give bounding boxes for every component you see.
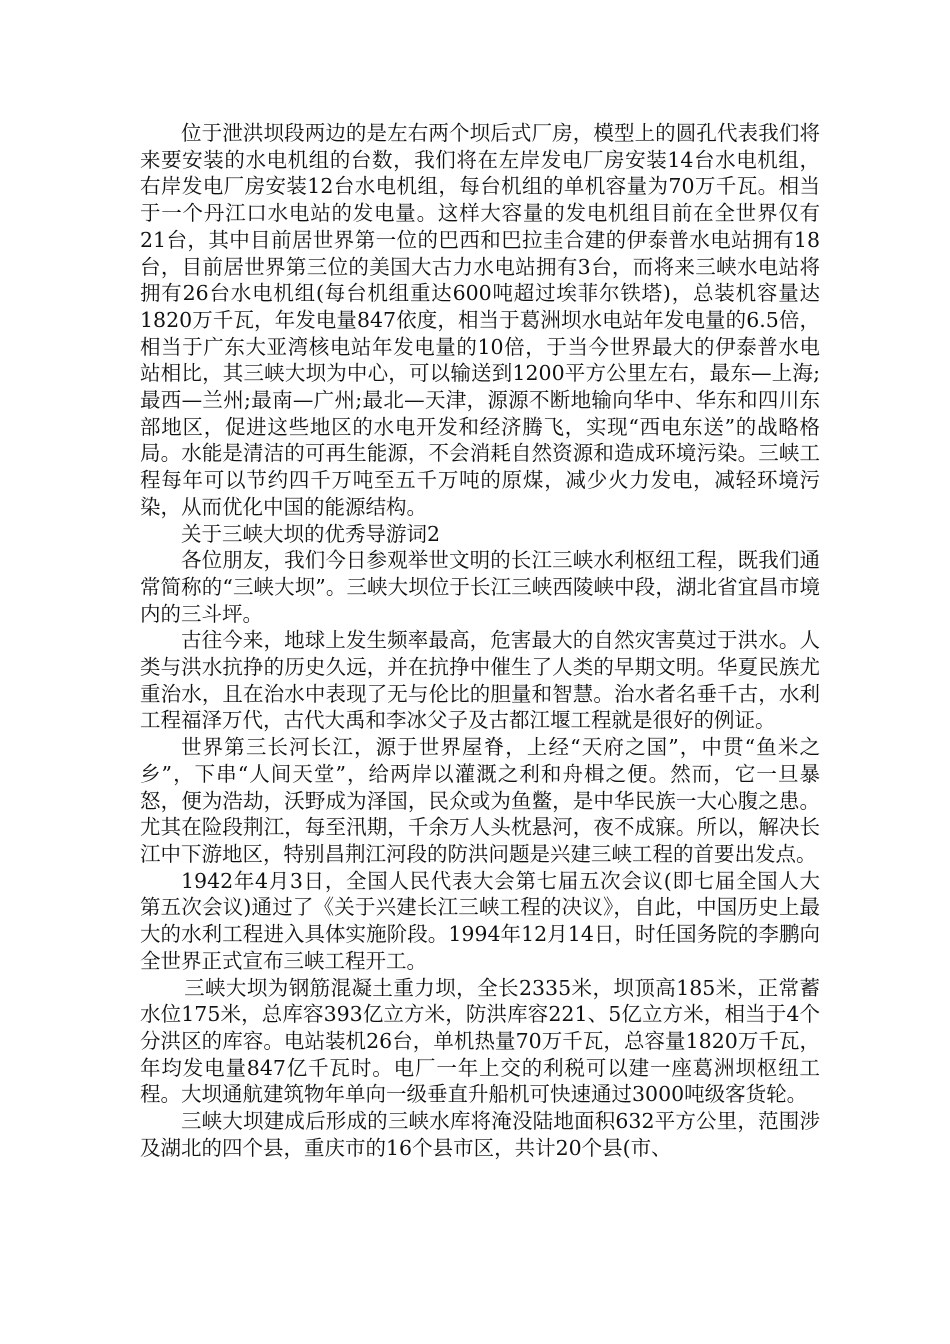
document-page (140, 120, 820, 1161)
body-paragraph: 三峡大坝为钢筋混凝土重力坝，全长2335米，坝顶高185米，正常蓄水位175米，总库容393亿立方米，防洪库容221、5亿立方米，相当于4个分洪区的库容。电站装机26台，单机热量70万千瓦，总容量1820万千瓦，年均发电量847亿千瓦时。电厂一年上交的利税可以建一座葛洲坝枢纽工程。大坝通航建筑物年单向一级垂直升船机可快速通过3000吨级客货轮。 (140, 975, 820, 1107)
section-heading: 关于三峡大坝的优秀导游词2 (181, 521, 441, 546)
body-paragraph: 三峡大坝建成后形成的三峡水库将淹没陆地面积632平方公里，范围涉及湖北的四个县，重庆市的16个县市区，共计20个县(市、 (140, 1109, 820, 1160)
body-paragraph: 位于泄洪坝段两边的是左右两个坝后式厂房，模型上的圆孔代表我们将来要安装的水电机组的台数，我们将在左岸发电厂房安装14台水电机组，右岸发电厂房安装12台水电机组，每台机组的单机容量为70万千瓦。相当于一个丹江口水电站的发电量。这样大容量的发电机组目前在全世界仅有21台，其中目前居世界第一位的巴西和巴拉圭合建的伊泰普水电站拥有18台，目前居世界第三位的美国大古力水电站拥有3台，而将来三峡水电站将拥有26台水电机组(每台机组重达600吨超过埃菲尔铁塔)，总装机容量达1820万千瓦，年发电量847依度，相当于葛洲坝水电站年发电量的6.5倍，相当于广东大亚湾核电站年发电量的10倍，于当今世界最大的伊泰普水电站相比，其三峡大坝为中心，可以输送到1200平方公里左右，最东—上海;最西—兰州;最南—广州;最北—天津，源源不断地输向华中、华东和四川东部地区，促进这些地区的水电开发和经济腾飞，实现“西电东送”的战略格局。水能是清洁的可再生能源，不会消耗自然资源和造成环境污染。三峡工程每年可以节约四千万吨至五千万吨的原煤，减少火力发电，减轻环境污染，从而优化中国的能源结构。 (140, 121, 820, 519)
body-paragraph: 古往今来，地球上发生频率最高，危害最大的自然灾害莫过于洪水。人类与洪水抗挣的历史久远，并在抗挣中催生了人类的早期文明。华夏民族尤重治水，且在治水中表现了无与伦比的胆量和智慧。治水者名垂千古，水利工程福泽万代，古代大禹和李冰父子及古都江堰工程就是很好的例证。 (140, 628, 820, 733)
body-paragraph: 1942年4月3日，全国人民代表大会第七届五次会议(即七届全国人大第五次会议)通过了《关于兴建长江三峡工程的决议》，自此，中国历史上最大的水利工程进入具体实施阶段。1994年12月14日，时任国务院的李鹏向全世界正式宣布三峡工程开工。 (140, 868, 820, 973)
body-paragraph: 世界第三长河长江，源于世界屋脊，上经“天府之国”，中贯“鱼米之乡”，下串“人间天堂”，给两岸以灌溉之利和舟楫之便。然而，它一旦暴怒，便为浩劫，沃野成为泽国，民众或为鱼鳖，是中华民族一大心腹之患。尤其在险段荆江，每至汛期，千余万人头枕悬河，夜不成寐。所以，解决长江中下游地区，特别昌荆江河段的防洪问题是兴建三峡工程的首要出发点。 (140, 735, 820, 866)
body-paragraph: 各位朋友，我们今日参观举世文明的长江三峡水利枢纽工程，既我们通常简称的“三峡大坝”。三峡大坝位于长江三峡西陵峡中段，湖北省宜昌市境内的三斗坪。 (140, 548, 820, 626)
